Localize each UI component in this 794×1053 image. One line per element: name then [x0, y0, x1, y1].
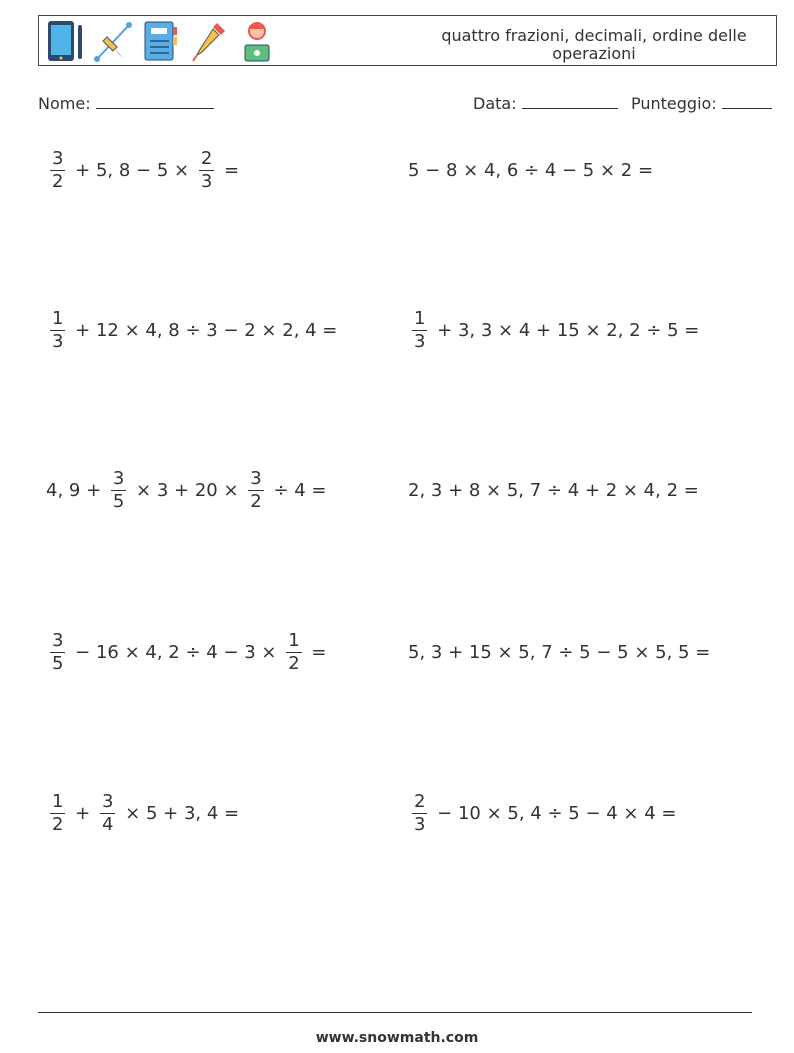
expression-text: 2, 3 + 8 × 5, 7 ÷ 4 + 2 × 4, 2 = [408, 479, 699, 501]
numerator: 3 [112, 467, 125, 489]
denominator: 5 [52, 652, 64, 674]
header-icons [45, 19, 277, 63]
expression-text: + 5, 8 − 5 × [69, 159, 195, 181]
expression-text: ÷ 4 = [267, 479, 327, 501]
denominator: 2 [288, 652, 300, 674]
expression-text: 4, 9 + [46, 479, 107, 501]
expression-text: + 3, 3 × 4 + 15 × 2, 2 ÷ 5 = [431, 319, 700, 341]
fraction [50, 791, 65, 836]
fraction [412, 791, 427, 836]
denominator: 3 [52, 330, 64, 352]
problem-8 [408, 628, 710, 676]
dropper-icon [189, 19, 229, 63]
denominator: 2 [250, 490, 262, 512]
problem-2 [408, 146, 653, 194]
numerator: 3 [52, 147, 64, 169]
fraction [286, 630, 301, 675]
fraction [50, 308, 65, 353]
numerator: 1 [52, 790, 64, 812]
fraction [50, 630, 65, 675]
expression-text: = [305, 641, 327, 663]
numerator: 1 [414, 307, 426, 329]
worksheet-header [38, 15, 777, 66]
footer-divider [38, 1012, 752, 1013]
worksheet-title: quattro frazioni, decimali, ordine delle operazioni [441, 26, 747, 63]
problem-9 [46, 789, 239, 837]
problem-3 [46, 306, 337, 354]
date-blank[interactable] [522, 94, 618, 109]
fraction [111, 468, 126, 513]
problem-10 [408, 789, 677, 837]
problem-7 [46, 628, 327, 676]
problem-5 [46, 466, 327, 514]
expression-text: = [218, 159, 240, 181]
name-label: Nome: [38, 94, 91, 113]
numerator: 1 [288, 629, 300, 651]
tablet-icon [45, 19, 85, 63]
denominator: 4 [101, 813, 114, 835]
expression-text: 5, 3 + 15 × 5, 7 ÷ 5 − 5 × 5, 5 = [408, 641, 711, 663]
numerator: 1 [52, 307, 64, 329]
denominator: 5 [112, 490, 125, 512]
footer-url: www.snowmath.com [315, 1030, 479, 1046]
teacher-icon [237, 19, 277, 63]
problem-6 [408, 466, 699, 514]
problem-1 [46, 146, 239, 194]
date-field [473, 94, 618, 113]
name-blank[interactable] [96, 94, 214, 109]
name-field [38, 94, 214, 113]
denominator: 2 [52, 813, 64, 835]
denominator: 3 [414, 330, 426, 352]
numerator: 3 [250, 467, 262, 489]
expression-text: + 12 × 4, 8 ÷ 3 − 2 × 2, 4 = [69, 319, 338, 341]
fraction [50, 148, 65, 193]
numerator: 2 [200, 147, 213, 169]
denominator: 2 [52, 170, 64, 192]
numerator: 3 [52, 629, 64, 651]
fraction [248, 468, 263, 513]
notebook-icon [141, 19, 181, 63]
numerator: 2 [414, 790, 426, 812]
score-field [631, 94, 772, 113]
expression-text: + [69, 802, 96, 824]
expression-text: × 5 + 3, 4 = [119, 802, 240, 824]
fraction [412, 308, 427, 353]
problem-4 [408, 306, 699, 354]
fraction [100, 791, 115, 836]
expression-text: × 3 + 20 × [130, 479, 245, 501]
expression-text: 5 − 8 × 4, 6 ÷ 4 − 5 × 2 = [408, 159, 654, 181]
pin-icon [93, 19, 133, 63]
expression-text: − 10 × 5, 4 ÷ 5 − 4 × 4 = [431, 802, 677, 824]
numerator: 3 [101, 790, 114, 812]
denominator: 3 [200, 170, 213, 192]
expression-text: − 16 × 4, 2 ÷ 4 − 3 × [69, 641, 283, 663]
score-blank[interactable] [722, 94, 772, 109]
date-label: Data: [473, 94, 517, 113]
score-label: Punteggio: [631, 94, 717, 113]
denominator: 3 [414, 813, 426, 835]
fraction [199, 148, 214, 193]
